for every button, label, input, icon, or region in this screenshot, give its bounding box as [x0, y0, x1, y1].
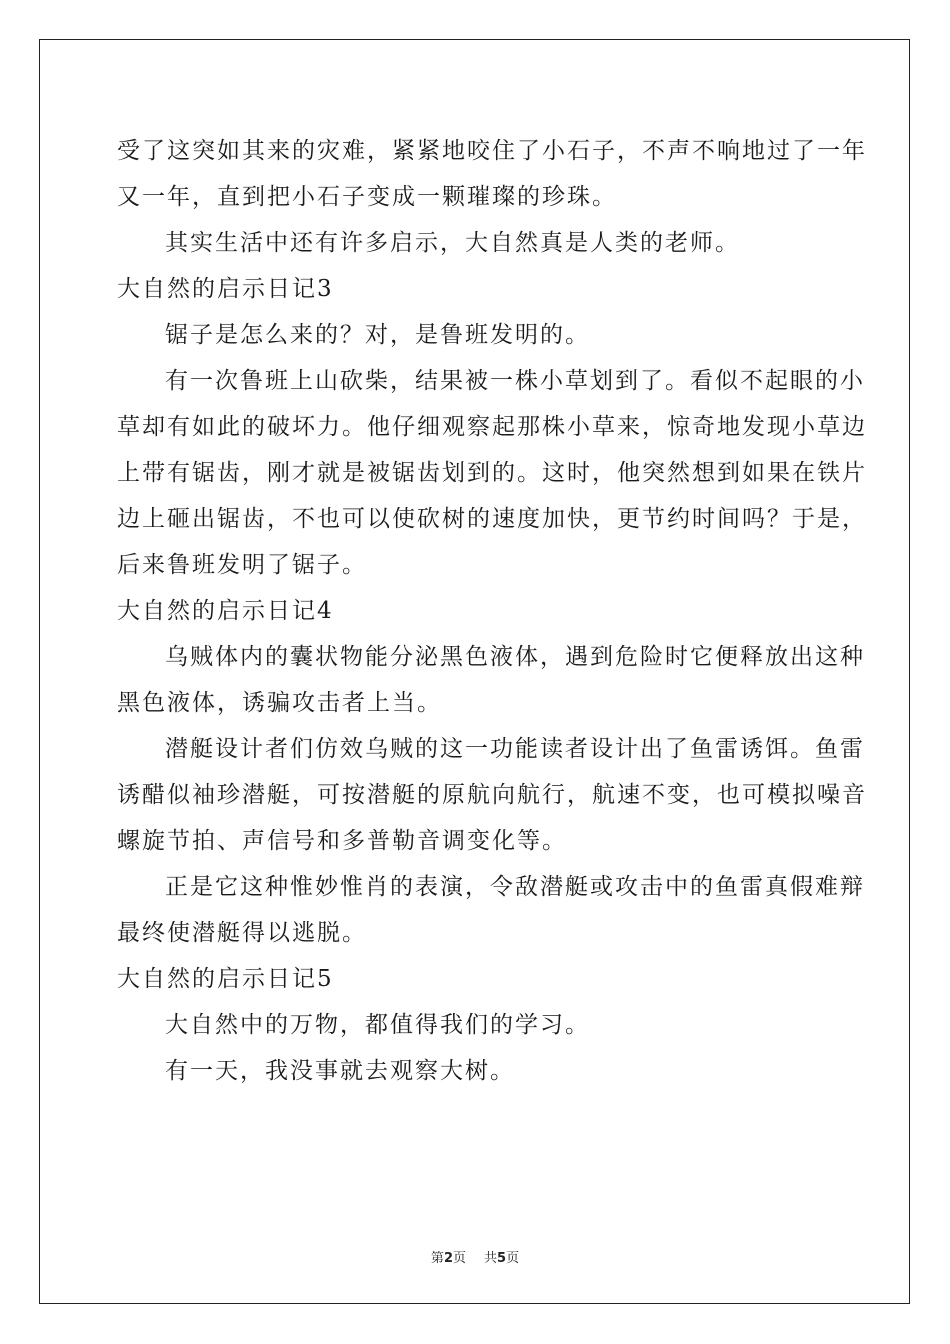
line-text: 正是它这种惟妙惟肖的表演，令敌潜艇或攻击中的鱼雷真假难辩 [165, 874, 865, 900]
line-text: 受了这突如其来的灾难，紧紧地咬住了小石子，不声不响地过了一年 [117, 138, 867, 164]
page-total [484, 1251, 519, 1266]
heading-text: 大自然的启示日记5 [117, 966, 334, 992]
page-number [431, 1251, 466, 1266]
line-text: 大自然中的万物，都值得我们的学习。 [165, 1012, 590, 1038]
page-footer [0, 1247, 950, 1266]
page-suffix: 页 [452, 1251, 466, 1266]
text-line [117, 312, 837, 358]
line-text: 锯子是怎么来的？对，是鲁班发明的。 [165, 322, 590, 348]
line-text: 草却有如此的破坏力。他仔细观察起那株小草来，惊奇地发现小草边 [117, 414, 867, 440]
line-text: 诱醋似袖珍潜艇，可按潜艇的原航向航行，航速不变，也可模拟噪音 [117, 782, 867, 808]
document-body [117, 128, 867, 1094]
line-text: 黑色液体，诱骗攻击者上当。 [117, 690, 442, 716]
total-prefix: 共 [484, 1251, 498, 1266]
text-line [117, 220, 837, 266]
line-text: 上带有锯齿，刚才就是被锯齿划到的。这时，他突然想到如果在铁片 [117, 460, 867, 486]
text-line [117, 496, 867, 542]
total-pages: 5 [497, 1251, 507, 1266]
text-line [117, 634, 865, 680]
text-line [117, 1048, 837, 1094]
line-text: 有一天，我没事就去观察大树。 [165, 1058, 515, 1084]
text-line [117, 726, 865, 772]
text-line [117, 404, 867, 450]
line-text: 其实生活中还有许多启示，大自然真是人类的老师。 [165, 230, 740, 256]
text-line [117, 818, 837, 864]
text-line [117, 772, 867, 818]
text-line [117, 680, 837, 726]
heading-text: 大自然的启示日记3 [117, 276, 334, 302]
line-text: 最终使潜艇得以逃脱。 [117, 920, 367, 946]
line-text: 潜艇设计者们仿效乌贼的这一功能读者设计出了鱼雷诱饵。鱼雷 [165, 736, 865, 762]
text-line [117, 128, 867, 174]
section-heading [117, 266, 837, 312]
text-line [117, 450, 867, 496]
text-line [117, 1002, 837, 1048]
page-prefix: 第 [430, 1251, 444, 1266]
line-text: 乌贼体内的囊状物能分泌黑色液体，遇到危险时它便释放出这种 [165, 644, 865, 670]
current-page: 2 [443, 1251, 453, 1266]
text-line [117, 174, 837, 220]
text-line [117, 864, 865, 910]
line-text: 又一年，直到把小石子变成一颗璀璨的珍珠。 [117, 184, 617, 210]
line-text: 螺旋节拍、声信号和多普勒音调变化等。 [117, 828, 567, 854]
text-line [117, 358, 865, 404]
text-line [117, 910, 837, 956]
section-heading [117, 956, 837, 1002]
section-heading [117, 588, 837, 634]
total-suffix: 页 [506, 1251, 520, 1266]
heading-text: 大自然的启示日记4 [117, 598, 334, 624]
line-text: 有一次鲁班上山砍柴，结果被一株小草划到了。看似不起眼的小 [165, 368, 865, 394]
text-line [117, 542, 837, 588]
line-text: 后来鲁班发明了锯子。 [117, 552, 367, 578]
line-text: 边上砸出锯齿，不也可以使砍树的速度加快，更节约时间吗？于是， [117, 506, 867, 532]
